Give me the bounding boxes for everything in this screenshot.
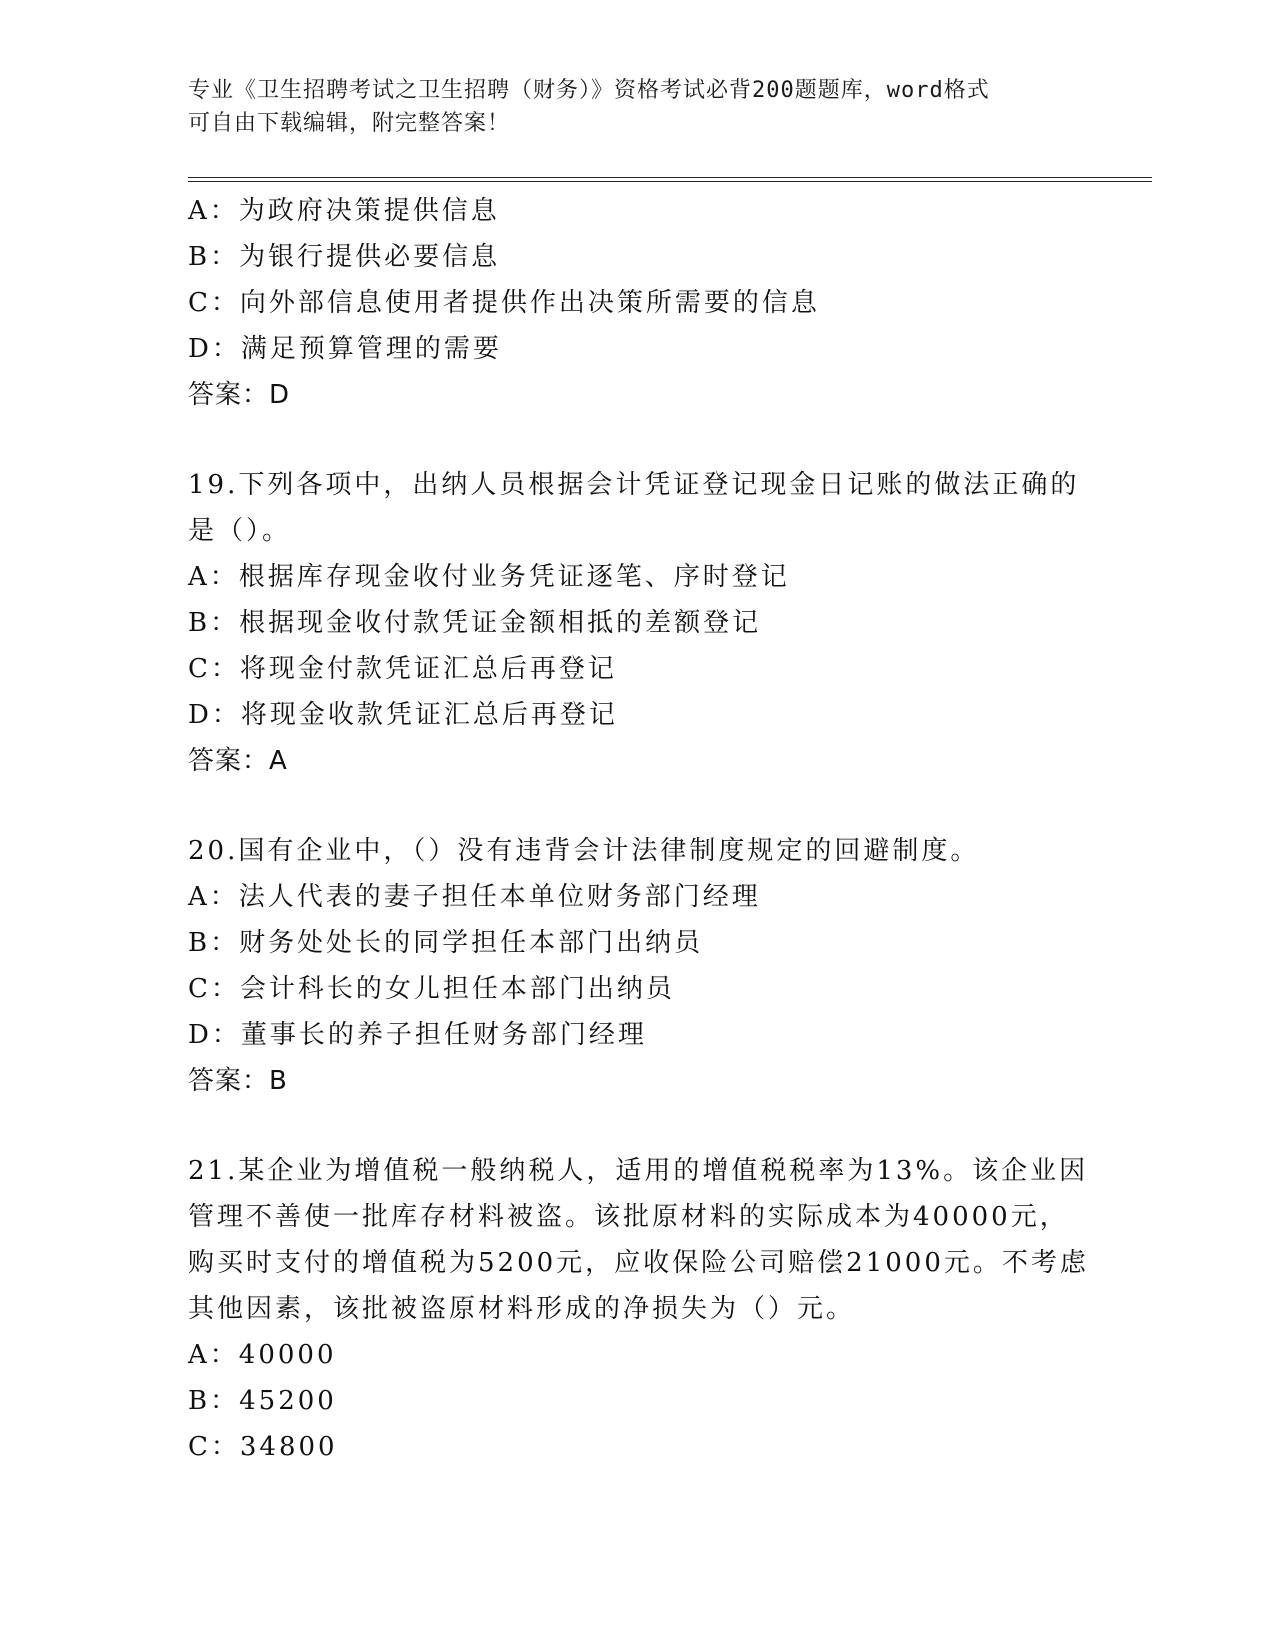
option-c: C：会计科长的女儿担任本部门出纳员: [188, 974, 675, 1004]
option-c: C：将现金付款凭证汇总后再登记: [188, 654, 617, 684]
question-list: [188, 188, 1088, 1470]
question-stem-line: 管理不善使一批库存材料被盗。该批原材料的实际成本为40000元，: [188, 1202, 1069, 1232]
question-stem-line: 是（）。: [188, 516, 292, 546]
document-header: [188, 74, 1088, 140]
question-stem-line: 购买时支付的增值税为5200元，应收保险公司赔偿21000元。不考虑: [188, 1248, 1089, 1278]
option-d: D：满足预算管理的需要: [188, 334, 502, 364]
header-title-line-2: 可自由下载编辑，附完整答案！: [188, 111, 511, 136]
option-b: B：根据现金收付款凭证金额相抵的差额登记: [188, 608, 762, 638]
option-c: C：向外部信息使用者提供作出决策所需要的信息: [188, 288, 820, 318]
option-a: A：40000: [188, 1340, 337, 1370]
option-c: C：34800: [188, 1432, 338, 1462]
question-stem-line: 其他因素，该批被盗原材料形成的净损失为（）元。: [188, 1294, 856, 1324]
option-b: B：为银行提供必要信息: [188, 242, 501, 272]
option-a: A：根据库存现金收付业务凭证逐笔、序时登记: [188, 562, 790, 592]
header-title-line-1: 专业《卫生招聘考试之卫生招聘（财务）》资格考试必背200题题库，word格式: [188, 78, 990, 103]
question-19: [188, 462, 1088, 784]
question-stem-line: 21.某企业为增值税一般纳税人，适用的增值税税率为13%。该企业因: [188, 1156, 1089, 1186]
question-stem-line: 20.国有企业中，（）没有违背会计法律制度规定的回避制度。: [188, 836, 980, 866]
question-21: [188, 1148, 1088, 1470]
answer: 答案：B: [188, 1066, 288, 1096]
option-d: D：将现金收款凭证汇总后再登记: [188, 700, 618, 730]
question-20: [188, 828, 1088, 1104]
answer: 答案：D: [188, 380, 291, 410]
option-a: A：法人代表的妻子担任本单位财务部门经理: [188, 882, 761, 912]
option-d: D：董事长的养子担任财务部门经理: [188, 1020, 647, 1050]
option-b: B：财务处处长的同学担任本部门出纳员: [188, 928, 704, 958]
option-a: A：为政府决策提供信息: [188, 196, 500, 226]
header-double-rule: [188, 177, 1152, 183]
answer: 答案：A: [188, 746, 288, 776]
question-18: [188, 188, 1088, 418]
question-stem-line: 19.下列各项中，出纳人员根据会计凭证登记现金日记账的做法正确的: [188, 470, 1080, 500]
option-b: B：45200: [188, 1386, 337, 1416]
